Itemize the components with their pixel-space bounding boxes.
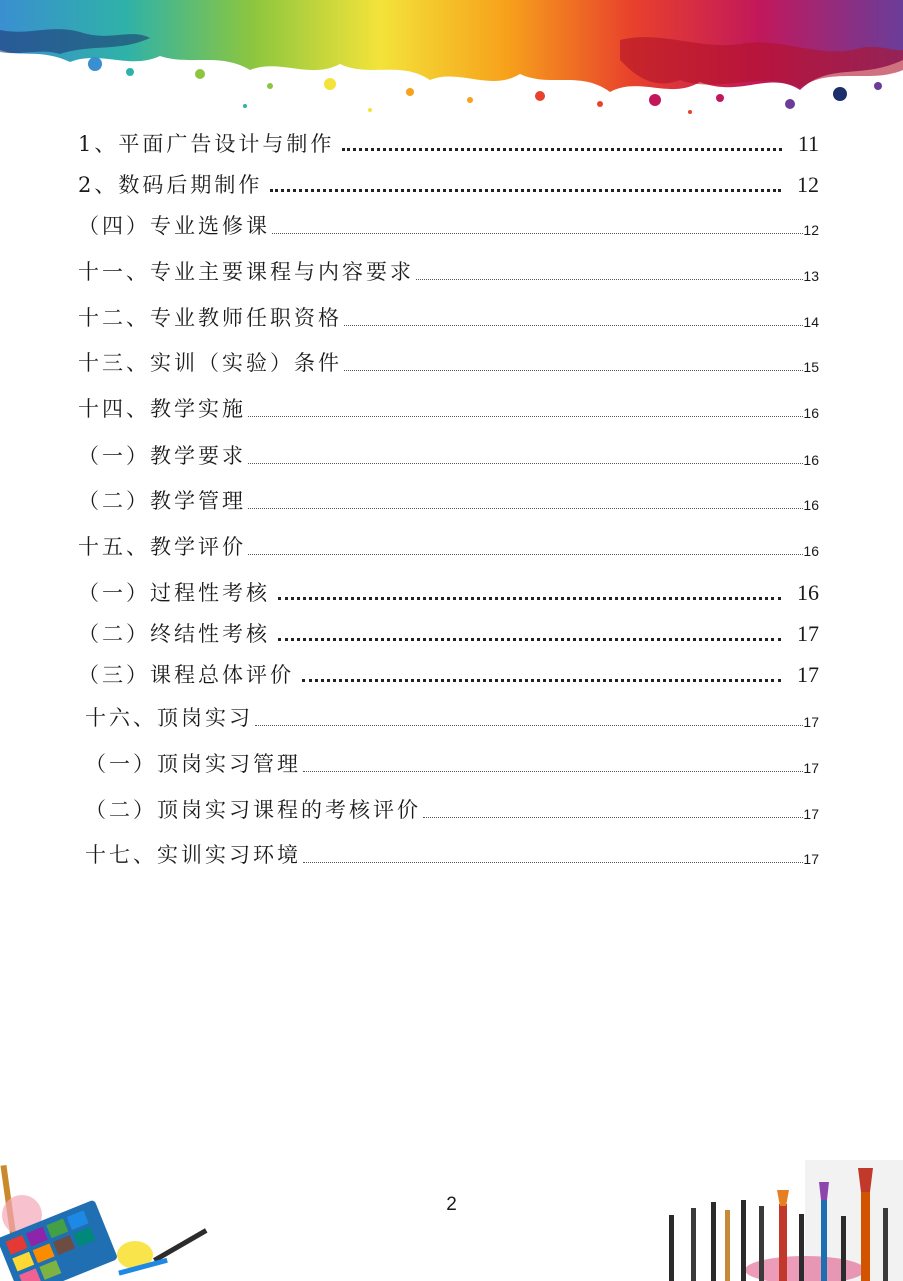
dot-leader	[344, 324, 803, 326]
dot-leader	[302, 678, 781, 682]
toc-entry[interactable]	[78, 443, 819, 469]
toc-entry-page: 16	[803, 405, 819, 421]
toc-entry-label: 十一、专业主要课程与内容要求	[78, 260, 414, 284]
toc-entry-label: 十七、实训实习环境	[85, 843, 301, 867]
toc-entry-page: 17	[797, 662, 819, 687]
toc-entry-page: 16	[803, 497, 819, 513]
toc-entry[interactable]	[78, 662, 819, 688]
dot-leader	[272, 232, 803, 234]
toc-entry-page: 12	[803, 222, 819, 238]
dot-leader	[248, 507, 803, 509]
toc-entry-page: 12	[797, 172, 819, 197]
toc-entry-label: 十三、实训（实验）条件	[78, 351, 342, 375]
toc-entry[interactable]	[78, 172, 819, 198]
toc-entry-label: （一）过程性考核	[78, 581, 270, 605]
toc-entry-page: 15	[803, 359, 819, 375]
toc-entry-label: （三）课程总体评价	[78, 663, 294, 687]
dot-leader	[303, 770, 803, 772]
toc-entry-page: 11	[797, 131, 819, 156]
dot-leader	[342, 147, 781, 151]
dot-leader	[248, 462, 803, 464]
dot-leader	[278, 637, 781, 641]
toc-entry-label: 十二、专业教师任职资格	[78, 306, 342, 330]
toc-entry[interactable]	[78, 131, 819, 157]
dot-leader	[416, 278, 803, 280]
toc-entry-page: 17	[803, 760, 819, 776]
dot-leader	[248, 415, 803, 417]
toc-entry[interactable]	[78, 305, 819, 331]
dot-leader	[248, 553, 803, 555]
toc-entry[interactable]	[85, 797, 819, 823]
toc-entry-page: 16	[797, 580, 819, 605]
toc-entry-page: 16	[803, 452, 819, 468]
dot-leader	[303, 861, 803, 863]
toc-entry-label: 十六、顶岗实习	[85, 706, 253, 730]
toc-entry[interactable]	[78, 534, 819, 560]
toc-entry-page: 17	[797, 621, 819, 646]
toc-entry[interactable]	[78, 580, 819, 606]
toc-entry[interactable]	[78, 350, 819, 376]
paintbrushes-illustration	[655, 1160, 903, 1281]
toc-entry-label: 1、平面广告设计与制作	[78, 132, 335, 156]
toc-entry-page: 17	[803, 714, 819, 730]
toc-entry[interactable]	[85, 842, 819, 868]
toc-entry-label: （一）教学要求	[78, 444, 246, 468]
toc-entry-page: 17	[803, 806, 819, 822]
toc-entry[interactable]	[85, 705, 819, 731]
toc-entry-label: （二）终结性考核	[78, 622, 270, 646]
toc-entry-page: 16	[803, 543, 819, 559]
toc-entry[interactable]	[78, 621, 819, 647]
toc-entry[interactable]	[85, 751, 819, 777]
paint-palette-illustration	[0, 1155, 215, 1281]
dot-leader	[255, 724, 803, 726]
toc-entry-label: （二）教学管理	[78, 489, 246, 513]
dot-leader	[278, 596, 781, 600]
toc-entry[interactable]	[78, 396, 819, 422]
toc-entry-label: 2、数码后期制作	[78, 173, 263, 197]
toc-entry-label: （一）顶岗实习管理	[85, 752, 301, 776]
toc-entry-label: 十五、教学评价	[78, 535, 246, 559]
toc-entry-page: 17	[803, 851, 819, 867]
toc-entry-label: （二）顶岗实习课程的考核评价	[85, 798, 421, 822]
toc-entry-page: 13	[803, 268, 819, 284]
page-number: 2	[446, 1194, 457, 1215]
toc-entry-label: （四）专业选修课	[78, 214, 270, 238]
toc-entry-page: 14	[803, 314, 819, 330]
dot-leader	[344, 369, 803, 371]
dot-leader	[270, 188, 781, 192]
toc-entry-label: 十四、教学实施	[78, 397, 246, 421]
toc-entry[interactable]	[78, 488, 819, 514]
toc-entry[interactable]	[78, 213, 819, 239]
toc-entry[interactable]	[78, 259, 819, 285]
dot-leader	[423, 816, 803, 818]
